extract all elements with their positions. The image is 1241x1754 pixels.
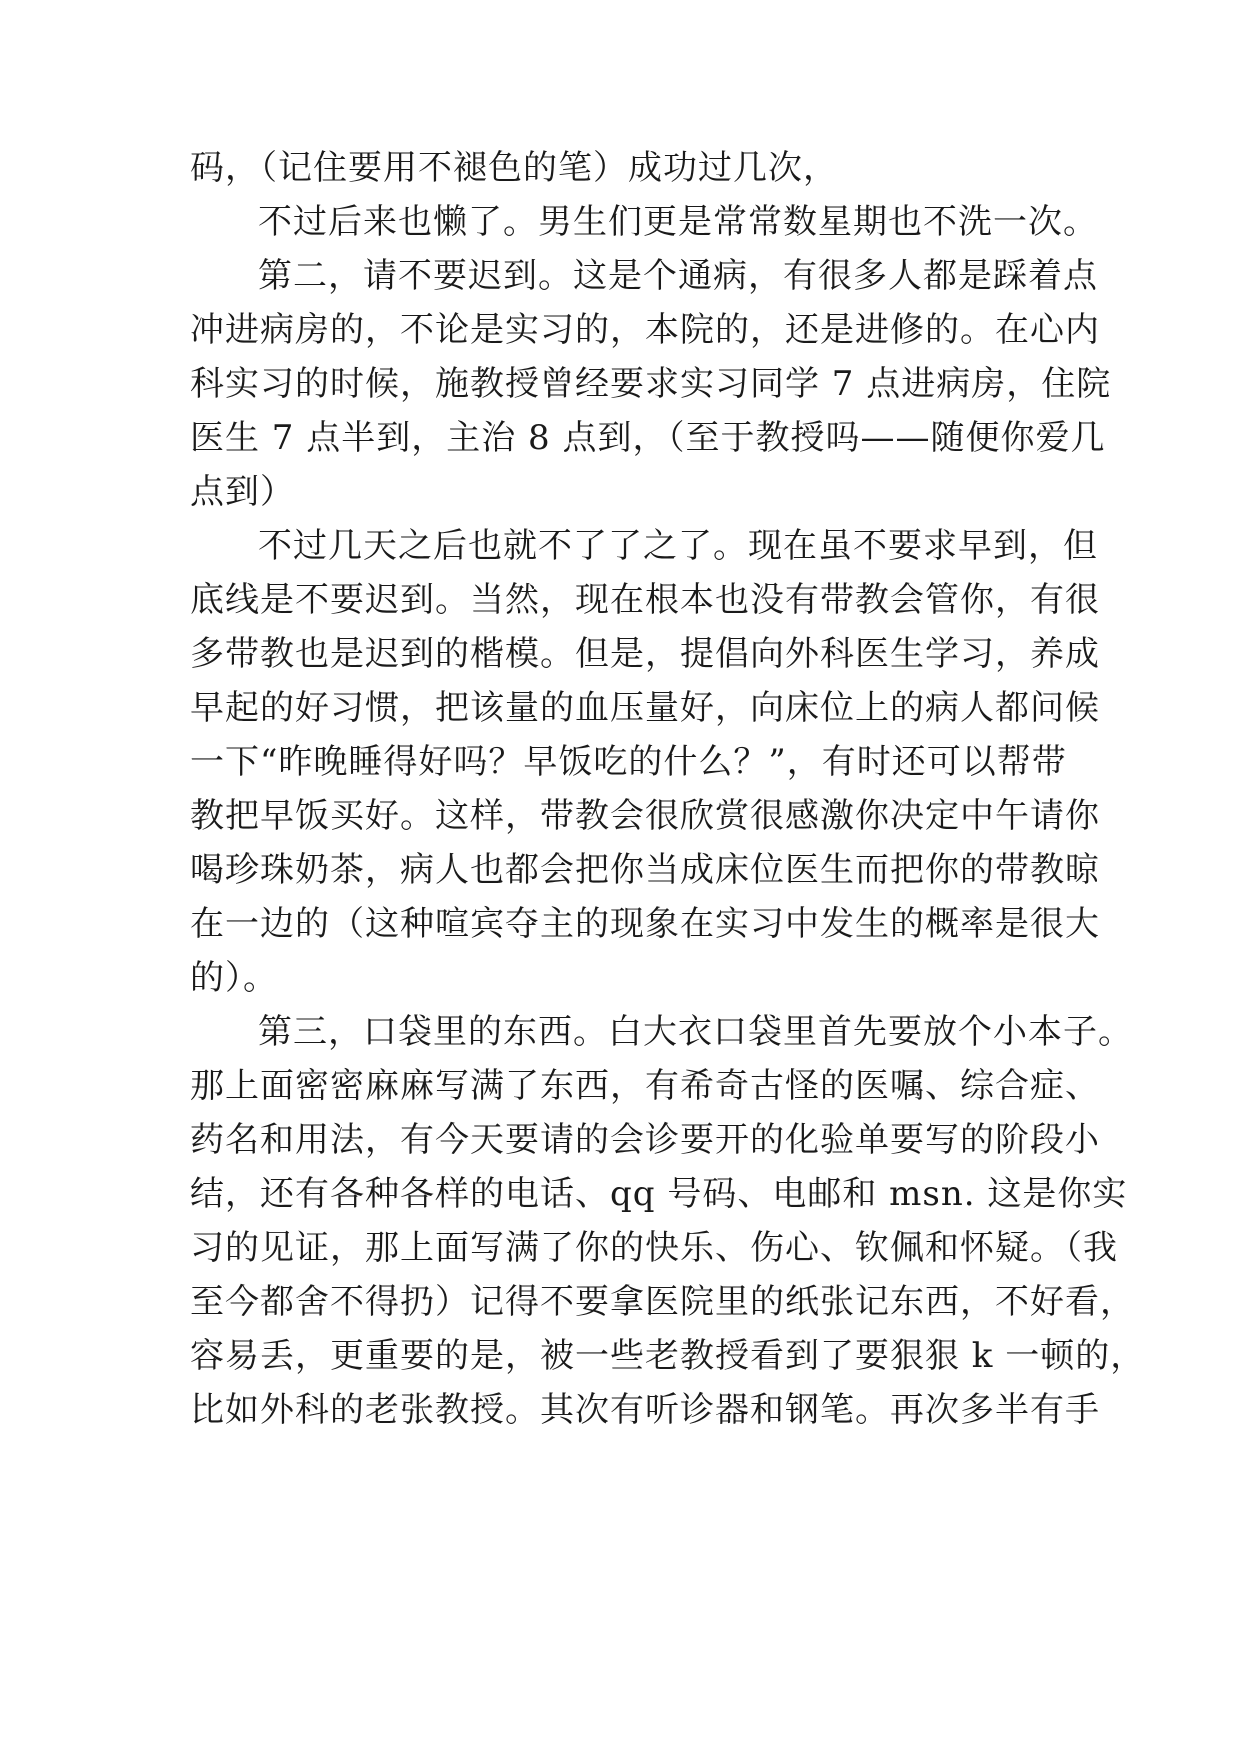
text-line: 不过后来也懒了。男生们更是常常数星期也不洗一次。	[258, 202, 1098, 242]
text-line: 比如外科的老张教授。其次有听诊器和钢笔。再次多半有手	[190, 1390, 1100, 1430]
text-line: 码，（记住要用不褪色的笔）成功过几次，	[190, 148, 838, 188]
text-line: 习的见证，那上面写满了你的快乐、伤心、钦佩和怀疑。（我	[190, 1228, 1118, 1268]
text-line: 冲进病房的，不论是实习的，本院的，还是进修的。在心内	[190, 310, 1100, 350]
text-line: 结，还有各种各样的电话、qq 号码、电邮和 msn. 这是你实	[190, 1174, 1128, 1214]
text-line: 第三，口袋里的东西。白大衣口袋里首先要放个小本子。	[258, 1012, 1133, 1052]
text-line: 在一边的（这种喧宾夺主的现象在实习中发生的概率是很大	[190, 904, 1100, 944]
text-line: 教把早饭买好。这样，带教会很欣赏很感激你决定中午请你	[190, 796, 1100, 836]
text-line: 底线是不要迟到。当然，现在根本也没有带教会管你，有很	[190, 580, 1100, 620]
text-line: 药名和用法，有今天要请的会诊要开的化验单要写的阶段小	[190, 1120, 1100, 1160]
text-line: 一下“昨晚睡得好吗？早饭吃的什么？”，有时还可以帮带	[190, 742, 1067, 782]
text-line: 点到）	[190, 472, 295, 512]
text-line: 那上面密密麻麻写满了东西，有希奇古怪的医嘱、综合症、	[190, 1066, 1100, 1106]
text-line: 第二，请不要迟到。这是个通病，有很多人都是踩着点	[258, 256, 1098, 296]
text-line: 喝珍珠奶茶，病人也都会把你当成床位医生而把你的带教晾	[190, 850, 1100, 890]
text-line: 至今都舍不得扔）记得不要拿医院里的纸张记东西，不好看，	[190, 1282, 1135, 1322]
text-line: 的）。	[190, 958, 278, 998]
text-line: 不过几天之后也就不了了之了。现在虽不要求早到，但	[258, 526, 1098, 566]
text-line: 早起的好习惯，把该量的血压量好，向床位上的病人都问候	[190, 688, 1100, 728]
text-line: 多带教也是迟到的楷模。但是，提倡向外科医生学习，养成	[190, 634, 1100, 674]
text-line: 科实习的时候，施教授曾经要求实习同学 7 点进病房，住院	[190, 364, 1112, 404]
text-line: 医生 7 点半到，主治 8 点到，（至于教授吗——随便你爱几	[190, 418, 1106, 458]
text-line: 容易丢，更重要的是，被一些老教授看到了要狠狠 k 一顿的，	[190, 1336, 1146, 1376]
